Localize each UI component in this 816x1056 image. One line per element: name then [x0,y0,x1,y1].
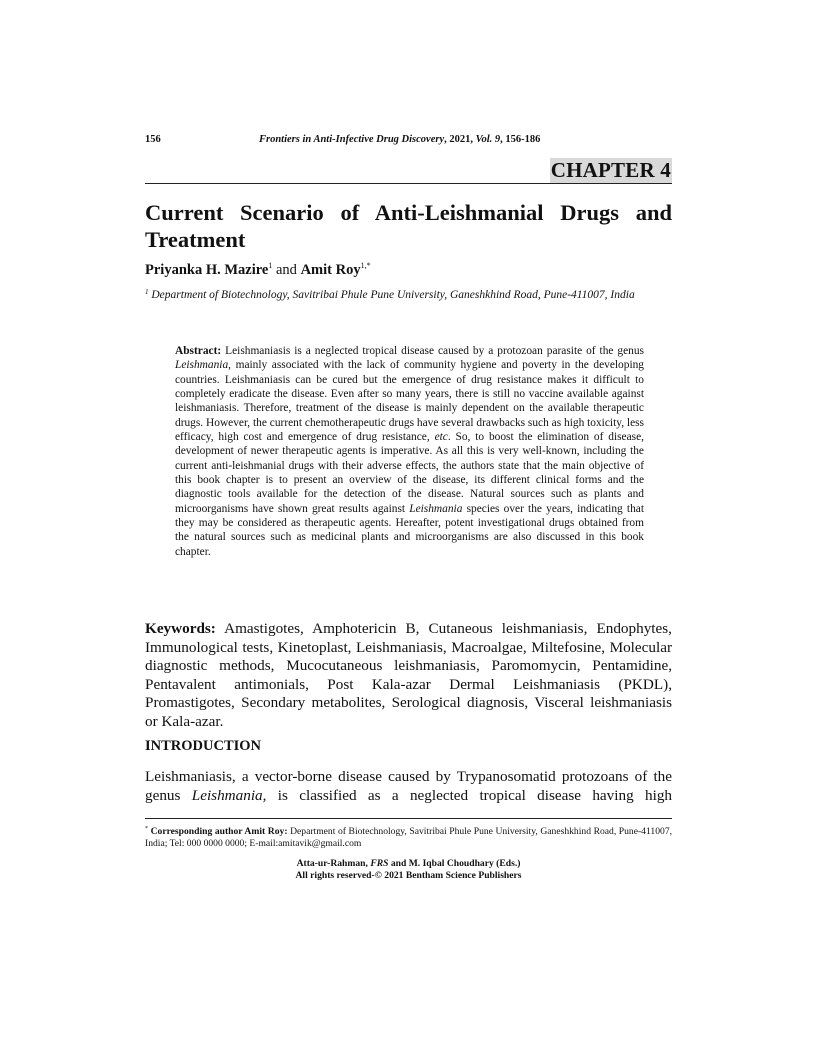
editors-line: Atta-ur-Rahman, FRS and M. Iqbal Choudhary (Eds.) [296,858,521,869]
abstract-etc: etc [434,431,448,444]
corresponding-author-footnote [145,823,672,851]
editors-frs: FRS [370,858,389,869]
header-divider [145,183,672,184]
abstract-genus: Leishmania [175,359,229,372]
keywords-text: Amastigotes, Amphotericin B, Cutaneous leishmaniasis, Endophytes, Immunological tests, Kinetoplast, Leishmaniasis, Macroalgae, Miltefosine, Molecular diagnostic methods, Mucocutaneous leishmaniasis, Paromomycin, Pentamidine, Pentavalent antimonials, Post Kala-azar Dermal Leishmaniasis (PKDL), Promastigotes, Secondary metabolites, Serological diagnosis, Visceral leishmaniasis or Kala-azar. [145,620,672,730]
journal-pages: 156-186 [505,134,541,145]
intro-genus: Leishmania, [191,787,267,804]
abstract-text: , mainly associated with the lack of community hygiene and poverty in the developing countries. Leishmaniasis can be cured but the emergence of drug resistance makes it difficult to completely eradicate the disease. Even after so many years, there is still no vaccine available against leishmaniasis. Therefore, treatment of the disease is mainly dependent on the available therapeutic drugs. However, the current chemotherapeutic drugs have several drawbacks such as high toxicity, less efficacy, high cost and emergence of drug resistance, [175,359,644,444]
abstract-text: Leishmaniasis is a neglected tropical disease caused by a protozoan parasite of the genus [225,345,644,357]
abstract [175,344,644,559]
intro-text: Leishmaniasis, a vector-borne disease caused by Trypanosomatid protozoans of the genus [145,768,672,804]
author-name: Amit Roy [300,262,361,278]
abstract-genus: Leishmania [409,502,463,515]
footnote-text: Department of Biotechnology, Savitribai Phule Pune University, Ganeshkhind Road, Pune-411007, India; Tel: 000 0000 0000; E-mail:amitavik@gmail.com [145,826,673,850]
abstract-text: species over the years, indicating that they may be considered as therapeutic agents. Hereafter, potent investigational drugs obtained from the natural sources such as medicinal plants and microorganisms are also discussed in this book chapter. [175,502,644,558]
section-heading: INTRODUCTION [145,738,262,754]
journal-citation: Frontiers in Anti-Infective Drug Discovery, 2021, Vol. 9, 156-186 [259,134,541,145]
footnote-label: Corresponding author Amit Roy: [150,826,288,837]
author-affiliation-mark: 1,* [360,261,371,270]
keywords-label: Keywords: [145,620,216,637]
affiliation [145,285,672,303]
author-separator: and [272,262,301,278]
chapter-title: Current Scenario of Anti-Leishmanial Drugs and Treatment [145,200,672,252]
rights-line: All rights reserved-© 2021 Bentham Science Publishers [295,870,522,882]
keywords [145,620,672,732]
author-name: Priyanka H. Mazire [145,262,269,278]
intro-text: is classified as a neglected tropical disease having high [266,787,673,804]
journal-volume: Vol. 9 [475,134,501,145]
affiliation-text: Department of Biotechnology, Savitribai Phule Pune University, Ganeshkhind Road, Pune-411007, India [151,289,635,301]
journal-name: Frontiers in Anti-Infective Drug Discovery [259,134,445,145]
page-number: 156 [145,134,161,145]
footnote-mark: * [145,826,148,832]
publisher-credits [145,858,672,883]
intro-paragraph [145,767,672,805]
author-line [145,261,371,279]
author-affiliation-mark: 1 [268,261,273,270]
footnote-divider [145,818,672,819]
journal-year: 2021 [449,134,471,145]
chapter-label: CHAPTER 4 [550,158,671,182]
affiliation-mark: 1 [145,288,149,296]
abstract-label: Abstract: [175,345,222,357]
abstract-text: . So, to boost the elimination of disease, development of newer therapeutic agents is imperative. As all this is very well-known, including the current anti-leishmanial drugs with their adverse effects, the authors state that the main objective of this book chapter is to present an overview of the disease, its different clinical forms and the diagnostic tools available for the detection of the disease. Natural sources such as plants and microorganisms have shown great results against [175,431,644,515]
